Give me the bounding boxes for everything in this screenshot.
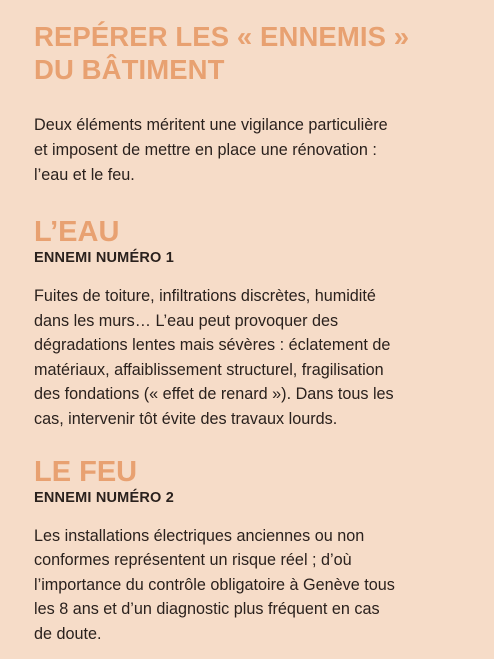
section-subtitle: ENNEMI NUMÉRO 2 xyxy=(34,489,174,506)
section-title: L’EAU xyxy=(34,216,120,248)
main-title-line: REPÉRER LES « ENNEMIS » xyxy=(34,21,410,52)
intro-line: l’eau et le feu. xyxy=(34,166,135,184)
body-line: de doute. xyxy=(34,624,102,643)
body-line: Les installations électriques anciennes ou non xyxy=(34,526,365,545)
section-title: LE FEU xyxy=(34,455,138,488)
main-title xyxy=(34,20,464,86)
body-line: conformes représentent un risque réel ; d’où xyxy=(34,551,352,570)
body-line: cas, intervenir tôt évite des travaux lourds. xyxy=(34,409,338,428)
intro-line: Deux éléments méritent une vigilance particulière xyxy=(34,116,388,134)
article-panel xyxy=(34,20,464,647)
section-fire xyxy=(34,456,464,647)
body-line: Fuites de toiture, infiltrations discrètes, humidité xyxy=(34,287,376,305)
intro-paragraph xyxy=(34,113,464,188)
body-line: des fondations (« effet de renard »). Dans tous les xyxy=(34,385,394,404)
body-line: dans les murs… L’eau peut provoquer des xyxy=(34,311,339,330)
body-line: l’importance du contrôle obligatoire à Genève tous xyxy=(34,575,395,594)
body-line: dégradations lentes mais sévères : éclatement de xyxy=(34,336,391,355)
body-line: les 8 ans et d’un diagnostic plus fréquent en cas xyxy=(34,600,380,619)
section-water xyxy=(34,216,464,432)
body-line: matériaux, affaiblissement structurel, fragilisation xyxy=(34,360,384,379)
section-body xyxy=(34,524,464,647)
section-subtitle: ENNEMI NUMÉRO 1 xyxy=(34,250,174,266)
main-title-line: DU BÂTIMENT xyxy=(34,54,225,85)
intro-line: et imposent de mettre en place une rénovation : xyxy=(34,141,377,159)
section-body xyxy=(34,284,464,432)
